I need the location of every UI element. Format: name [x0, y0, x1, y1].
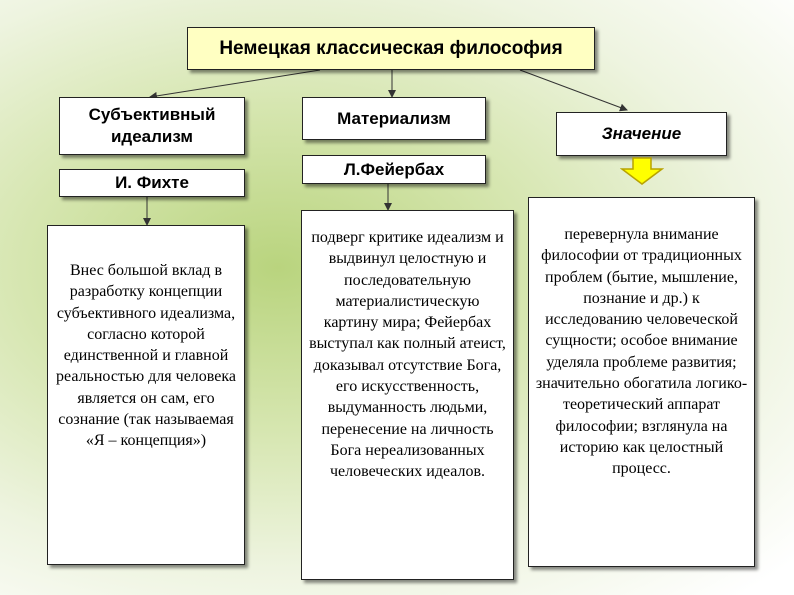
heading-materialism: Материализм [302, 97, 486, 140]
title-box [187, 27, 595, 70]
text-fichte: Внес большой вклад в разработку концепции субъективного идеализма, согласно которой единственной и главной реальностью для человека является он сам, его сознание (так называемая «Я – концепция») [47, 225, 245, 565]
person-feuerbach: Л.Фейербах [302, 155, 486, 184]
text-meaning: перевернула внимание философии от традиционных проблем (бытие, мышление, познание и др.) к исследованию человеческой сущности; особое внимание уделяла проблеме развития; значительно обогатила логико-теоретический аппарат философии; взглянула на историю как целостный процесс. [528, 197, 755, 567]
heading-subjective-idealism: Субъективный идеализм [59, 97, 245, 155]
text-feuerbach: подверг критике идеализм и выдвинул целостную и последовательную материалистическую картину мира; Фейербах выступал как полный атеист, доказывал отсутствие Бога, его искусственность, выдуманность людьми, перенесение на личность Бога нереализованных человеческих идеалов. [301, 210, 514, 580]
arrow-title-to-meaning [520, 70, 627, 110]
arrow-title-to-idealism [150, 70, 320, 97]
page-title: Немецкая классическая философия [219, 37, 563, 59]
heading-meaning: Значение [556, 112, 727, 156]
down-arrow-icon [620, 157, 664, 185]
person-fichte: И. Фихте [59, 169, 245, 197]
